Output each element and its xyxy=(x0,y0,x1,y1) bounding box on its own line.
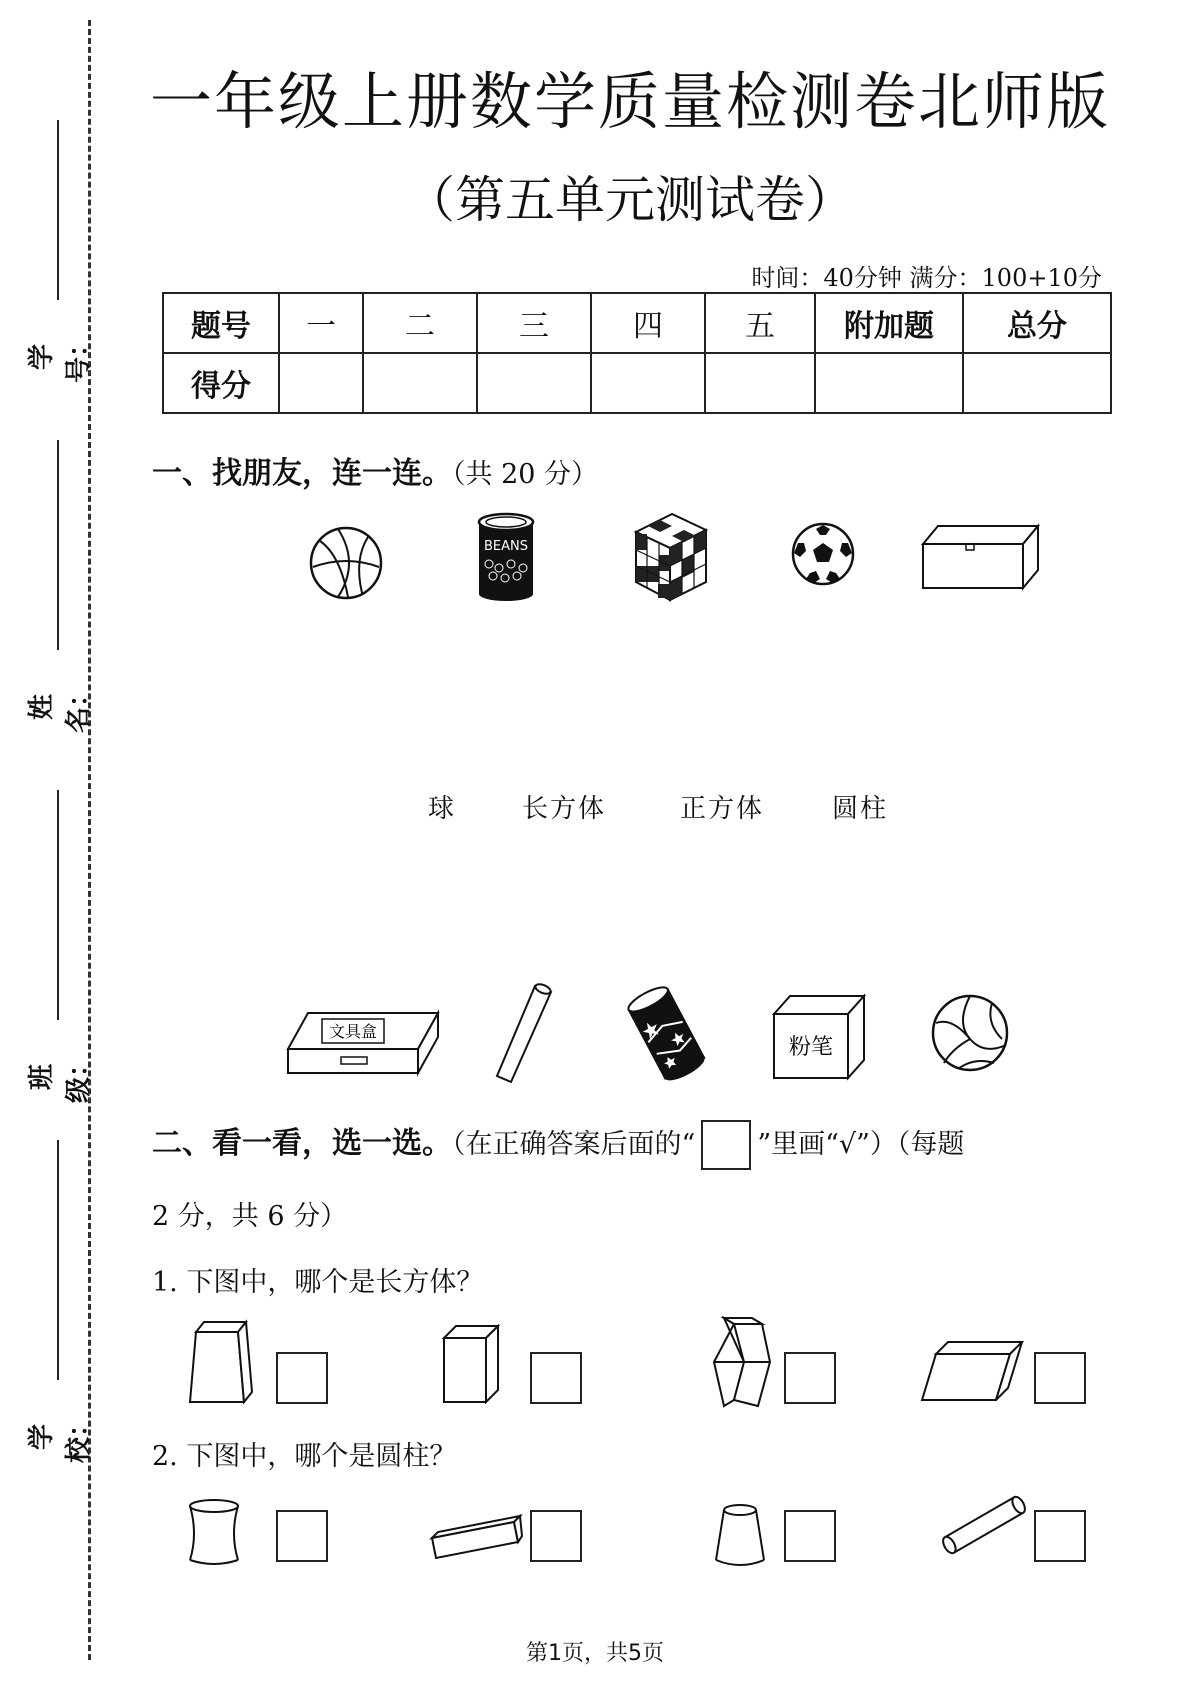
q2-option3-checkbox[interactable] xyxy=(784,1510,836,1562)
label-cylinder: 圆柱 xyxy=(832,794,889,824)
header-cell: 二 xyxy=(363,293,477,353)
pencil-case-icon[interactable] xyxy=(286,1007,440,1079)
hexagonal-prism-shape-icon xyxy=(710,1316,774,1410)
score-table-header-row xyxy=(163,293,1111,353)
score-row-label: 得分 xyxy=(163,353,279,413)
question-2: 2. 下图中，哪个是圆柱？ xyxy=(152,1441,457,1472)
header-cell: 总分 xyxy=(963,293,1111,353)
example-check-box xyxy=(701,1120,751,1170)
score-cell[interactable] xyxy=(591,353,705,413)
name-label: 姓名： xyxy=(27,681,94,734)
section1-heading: 一、找朋友，连一连。 xyxy=(152,456,452,491)
question-1: 1. 下图中，哪个是长方体？ xyxy=(152,1267,484,1298)
q1-option3-checkbox[interactable] xyxy=(784,1352,836,1404)
section2-note-c: 2 分，共 6 分） xyxy=(152,1201,348,1232)
score-cell[interactable] xyxy=(363,353,477,413)
label-cuboid: 长方体 xyxy=(522,794,607,824)
q2-option4-checkbox[interactable] xyxy=(1034,1510,1086,1562)
page-footer: 第1页，共5页 xyxy=(526,1641,664,1666)
name-field[interactable] xyxy=(27,440,94,734)
header-cell: 附加题 xyxy=(815,293,963,353)
q1-option4-checkbox[interactable] xyxy=(1034,1352,1086,1404)
class-label: 班级： xyxy=(27,1051,94,1104)
frustum-cone-shape-icon xyxy=(712,1500,768,1570)
header-cell: 题号 xyxy=(163,293,279,353)
score-cell[interactable] xyxy=(705,353,815,413)
score-cell[interactable] xyxy=(477,353,591,413)
pencil-case-label: 文具盒 xyxy=(328,1022,378,1041)
q1-option1-checkbox[interactable] xyxy=(276,1352,328,1404)
header-cell: 四 xyxy=(591,293,705,353)
student-no-field[interactable] xyxy=(27,120,94,384)
q1-option2-checkbox[interactable] xyxy=(530,1352,582,1404)
basketball-icon[interactable] xyxy=(308,525,384,601)
page-subtitle: （第五单元测试卷） xyxy=(405,171,855,229)
cylinder-tube-icon[interactable] xyxy=(626,985,706,1081)
can-label-text: BEANS xyxy=(483,539,529,554)
class-line xyxy=(57,790,59,1020)
score-cell[interactable] xyxy=(815,353,963,413)
q2-option1-checkbox[interactable] xyxy=(276,1510,328,1562)
score-table-score-row xyxy=(163,353,1111,413)
school-label: 学校： xyxy=(27,1411,94,1464)
concave-cylinder-shape-icon xyxy=(186,1498,242,1568)
q2-option2-checkbox[interactable] xyxy=(530,1510,582,1562)
cylinder-shape-icon xyxy=(934,1490,1034,1560)
section2-heading: 二、看一看，选一选。 xyxy=(152,1126,452,1161)
chalk-box-label: 粉笔 xyxy=(788,1035,834,1060)
school-field[interactable] xyxy=(27,1140,94,1464)
header-cell: 一 xyxy=(279,293,363,353)
label-ball: 球 xyxy=(428,794,457,824)
rubik-cube-icon[interactable] xyxy=(628,508,714,604)
student-no-line xyxy=(57,120,59,300)
soccer-ball-icon[interactable] xyxy=(790,521,856,587)
bean-can-icon[interactable] xyxy=(475,512,537,604)
time-score-info: 时间：40分钟 满分：100+10分 xyxy=(751,264,1102,292)
volleyball-icon[interactable] xyxy=(930,993,1010,1073)
chalk-box-icon[interactable] xyxy=(770,992,868,1082)
header-cell: 五 xyxy=(705,293,815,353)
chalk-icon[interactable] xyxy=(493,980,559,1086)
score-cell[interactable] xyxy=(279,353,363,413)
rectangular-bar-shape-icon xyxy=(428,1510,524,1562)
section2-note-b: ”里画“√”）（每题 xyxy=(757,1129,965,1160)
header-cell: 三 xyxy=(477,293,591,353)
box-icon[interactable] xyxy=(920,522,1040,592)
name-line xyxy=(57,440,59,650)
frustum-shape-icon xyxy=(188,1318,254,1406)
cuboid-shape-icon xyxy=(442,1324,500,1404)
score-table xyxy=(162,292,1112,414)
section2-note-a: （在正确答案后面的“ xyxy=(452,1129,696,1160)
score-cell[interactable] xyxy=(963,353,1111,413)
section1-note: （共 20 分） xyxy=(452,459,599,490)
page-title: 一年级上册数学质量检测卷北师版 xyxy=(149,65,1110,138)
label-cube: 正方体 xyxy=(680,794,765,824)
parallelepiped-shape-icon xyxy=(920,1338,1024,1402)
school-line xyxy=(57,1140,59,1380)
section2-title xyxy=(152,1118,1112,1170)
class-field[interactable] xyxy=(27,790,94,1104)
section1-title xyxy=(152,448,598,492)
student-no-label: 学号： xyxy=(27,331,94,384)
